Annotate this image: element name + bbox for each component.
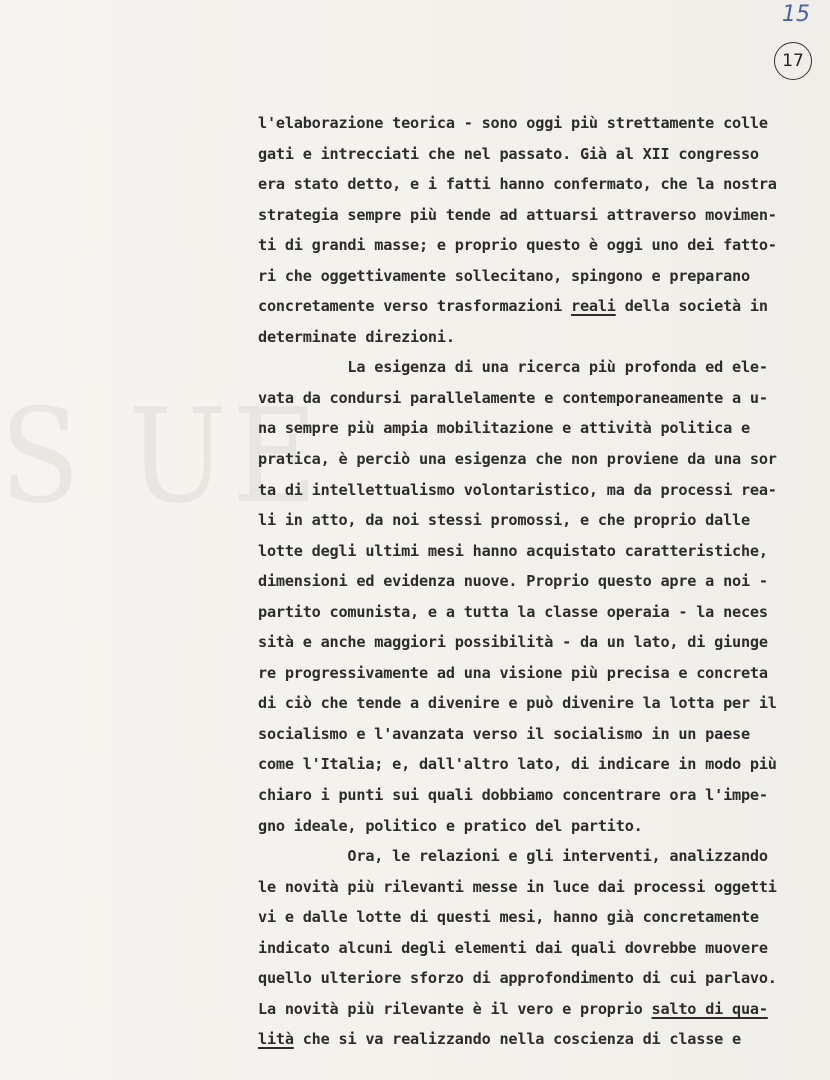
- text-line: le novità più rilevanti messe in luce dai processi oggetti: [258, 877, 777, 896]
- text-line: quello ulteriore sforzo di approfondimento di cui parlavo.: [258, 969, 777, 988]
- circled-page-number: 17: [774, 42, 812, 80]
- text-line: gno ideale, politico e pratico del partito.: [258, 816, 643, 835]
- text-line: ri che oggettivamente sollecitano, spingono e preparano: [258, 266, 750, 285]
- text-line: sità e anche maggiori possibilità - da un lato, di giunge: [258, 633, 768, 652]
- text-line: di ciò che tende a divenire e può divenire la lotta per il: [258, 694, 777, 713]
- text-line: determinate direzioni.: [258, 327, 455, 346]
- text-line: socialismo e l'avanzata verso il socialismo in un paese: [258, 724, 750, 743]
- text-line: strategia sempre più tende ad attuarsi attraverso movimen-: [258, 205, 777, 224]
- text-line: ta di intellettualismo volontaristico, ma da processi rea-: [258, 480, 777, 499]
- text-line: indicato alcuni degli elementi dai quali dovrebbe muovere: [258, 938, 768, 957]
- text-line: partito comunista, e a tutta la classe operaia - la neces: [258, 602, 768, 621]
- text-line: lotte degli ultimi mesi hanno acquistato caratteristiche,: [258, 541, 768, 560]
- text-line: gati e intrecciati che nel passato. Già al XII congresso: [258, 144, 759, 163]
- text-line: vata da condursi parallelamente e contemporaneamente a u-: [258, 388, 768, 407]
- page-number: 15: [782, 2, 810, 27]
- text-line: re progressivamente ad una visione più precisa e concreta: [258, 663, 768, 682]
- text-line: pratica, è perciò una esigenza che non proviene da una sor: [258, 450, 777, 469]
- text-line: chiaro i punti sui quali dobbiamo concentrare ora l'impe-: [258, 786, 768, 805]
- text-line: l'elaborazione teorica - sono oggi più strettamente colle: [258, 114, 768, 132]
- text-line: lità che si va realizzando nella coscienza di classe e: [258, 1030, 741, 1049]
- text-line: ti di grandi masse; e proprio questo è oggi uno dei fatto-: [258, 236, 777, 255]
- bleed-through-shadow: S UE: [0, 380, 323, 532]
- text-line: vi e dalle lotte di questi mesi, hanno già concretamente: [258, 908, 759, 927]
- underlined-text: lità: [258, 1030, 294, 1049]
- text-line: li in atto, da noi stessi promossi, e che proprio dalle: [258, 511, 750, 530]
- text-line: concretamente verso trasformazioni reali della società in: [258, 297, 768, 316]
- underlined-text: reali: [571, 297, 616, 316]
- typewritten-body: [258, 108, 818, 1055]
- text-line: La novità più rilevante è il vero e proprio salto di qua-: [258, 999, 768, 1018]
- text-line: na sempre più ampia mobilitazione e attività politica e: [258, 419, 750, 438]
- underlined-text: salto di qua-: [651, 999, 768, 1018]
- text-line: dimensioni ed evidenza nuove. Proprio questo apre a noi -: [258, 572, 768, 591]
- text-line: Ora, le relazioni e gli interventi, analizzando: [258, 847, 768, 866]
- text-line: era stato detto, e i fatti hanno confermato, che la nostra: [258, 175, 777, 194]
- text-line: come l'Italia; e, dall'altro lato, di indicare in modo più: [258, 755, 777, 774]
- text-line: La esigenza di una ricerca più profonda ed ele-: [258, 358, 768, 377]
